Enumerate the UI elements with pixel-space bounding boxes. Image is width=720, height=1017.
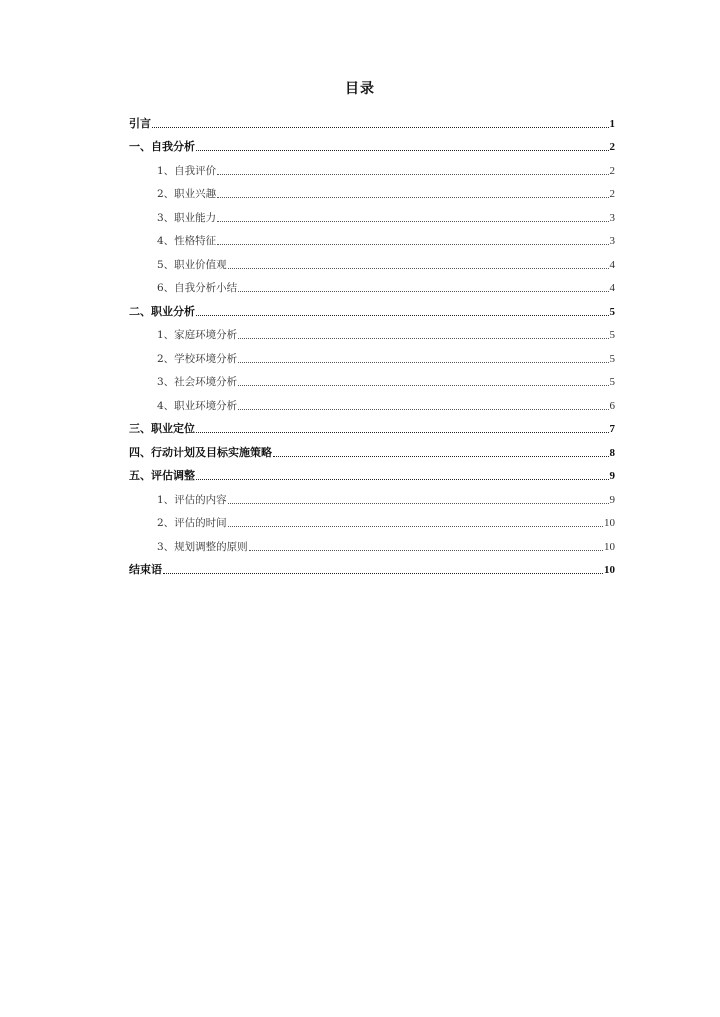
toc-entry[interactable] bbox=[129, 554, 615, 578]
toc-entry[interactable] bbox=[129, 201, 615, 225]
toc-entry[interactable] bbox=[129, 178, 615, 202]
toc-entry-label: 1、自我评价 bbox=[157, 164, 217, 177]
table-of-contents bbox=[129, 107, 615, 577]
toc-entry-page-number: 9 bbox=[609, 470, 615, 482]
dot-leader bbox=[238, 338, 608, 339]
dot-leader bbox=[228, 503, 609, 504]
dot-leader bbox=[238, 385, 608, 386]
toc-entry-page-number: 3 bbox=[609, 211, 615, 224]
dot-leader bbox=[196, 150, 609, 151]
toc-entry-page-number: 8 bbox=[609, 446, 615, 459]
dot-leader bbox=[196, 315, 609, 316]
toc-entry-label: 3、职业能力 bbox=[157, 211, 217, 224]
dot-leader bbox=[217, 197, 608, 198]
toc-entry-page-number: 10 bbox=[604, 517, 615, 529]
toc-entry[interactable] bbox=[129, 436, 615, 460]
toc-entry[interactable] bbox=[129, 225, 615, 249]
toc-entry-label: 4、职业环境分析 bbox=[157, 399, 238, 412]
toc-entry-label: 2、职业兴趣 bbox=[157, 188, 217, 200]
dot-leader bbox=[238, 409, 608, 410]
toc-entry-label: 3、规划调整的原则 bbox=[157, 540, 248, 553]
toc-entry-page-number: 5 bbox=[609, 305, 615, 318]
dot-leader bbox=[196, 432, 609, 433]
toc-entry-label: 3、社会环境分析 bbox=[157, 376, 238, 388]
dot-leader bbox=[238, 362, 608, 363]
toc-entry-page-number: 10 bbox=[604, 540, 615, 553]
dot-leader bbox=[238, 291, 608, 292]
toc-entry-label: 6、自我分析小结 bbox=[157, 282, 238, 294]
toc-entry-page-number: 6 bbox=[609, 399, 615, 412]
dot-leader bbox=[273, 456, 609, 457]
toc-entry-page-number: 2 bbox=[609, 141, 615, 153]
toc-entry[interactable] bbox=[129, 131, 615, 155]
toc-entry[interactable] bbox=[129, 342, 615, 366]
toc-entry-page-number: 2 bbox=[609, 188, 615, 200]
toc-entry-page-number: 5 bbox=[609, 329, 615, 341]
toc-entry[interactable] bbox=[129, 248, 615, 272]
toc-entry-label: 2、学校环境分析 bbox=[157, 352, 238, 365]
toc-entry[interactable] bbox=[129, 389, 615, 413]
toc-entry-page-number: 4 bbox=[609, 282, 615, 294]
dot-leader bbox=[249, 550, 603, 551]
toc-entry-page-number: 5 bbox=[609, 352, 615, 365]
toc-entry-page-number: 3 bbox=[609, 235, 615, 247]
toc-entry-label: 三、职业定位 bbox=[129, 422, 195, 435]
toc-entry-label: 二、职业分析 bbox=[129, 304, 195, 318]
toc-entry-label: 五、评估调整 bbox=[129, 469, 195, 482]
dot-leader bbox=[228, 526, 603, 527]
dot-leader bbox=[217, 244, 608, 245]
dot-leader bbox=[217, 174, 608, 175]
toc-entry-page-number: 2 bbox=[609, 164, 615, 177]
toc-entry-label: 1、评估的内容 bbox=[157, 493, 227, 506]
toc-entry[interactable] bbox=[129, 530, 615, 554]
toc-entry[interactable] bbox=[129, 507, 615, 531]
dot-leader bbox=[196, 479, 609, 480]
toc-entry[interactable] bbox=[129, 483, 615, 507]
dot-leader bbox=[217, 221, 608, 222]
toc-entry-label: 引言 bbox=[129, 116, 151, 130]
toc-entry[interactable] bbox=[129, 272, 615, 296]
toc-entry-label: 1、家庭环境分析 bbox=[157, 329, 238, 341]
toc-title: 目录 bbox=[345, 81, 375, 97]
toc-entry-label: 结束语 bbox=[129, 563, 162, 576]
toc-entry[interactable] bbox=[129, 413, 615, 437]
toc-entry-label: 4、性格特征 bbox=[157, 235, 217, 247]
toc-entry-label: 2、评估的时间 bbox=[157, 517, 227, 529]
toc-entry-page-number: 4 bbox=[609, 258, 615, 271]
toc-entry[interactable] bbox=[129, 460, 615, 484]
dot-leader bbox=[228, 268, 609, 269]
toc-entry[interactable] bbox=[129, 107, 615, 131]
toc-entry-page-number: 7 bbox=[609, 423, 615, 435]
dot-leader bbox=[163, 573, 603, 574]
toc-entry[interactable] bbox=[129, 295, 615, 319]
toc-entry-page-number: 10 bbox=[604, 564, 615, 576]
toc-entry[interactable] bbox=[129, 366, 615, 390]
dot-leader bbox=[152, 127, 609, 128]
toc-entry-label: 四、行动计划及目标实施策略 bbox=[129, 445, 272, 459]
toc-entry-page-number: 1 bbox=[609, 117, 615, 130]
toc-entry-label: 一、自我分析 bbox=[129, 140, 195, 153]
toc-entry[interactable] bbox=[129, 154, 615, 178]
toc-entry-label: 5、职业价值观 bbox=[157, 258, 227, 271]
toc-entry-page-number: 5 bbox=[609, 376, 615, 388]
toc-entry[interactable] bbox=[129, 319, 615, 343]
toc-entry-page-number: 9 bbox=[609, 493, 615, 506]
